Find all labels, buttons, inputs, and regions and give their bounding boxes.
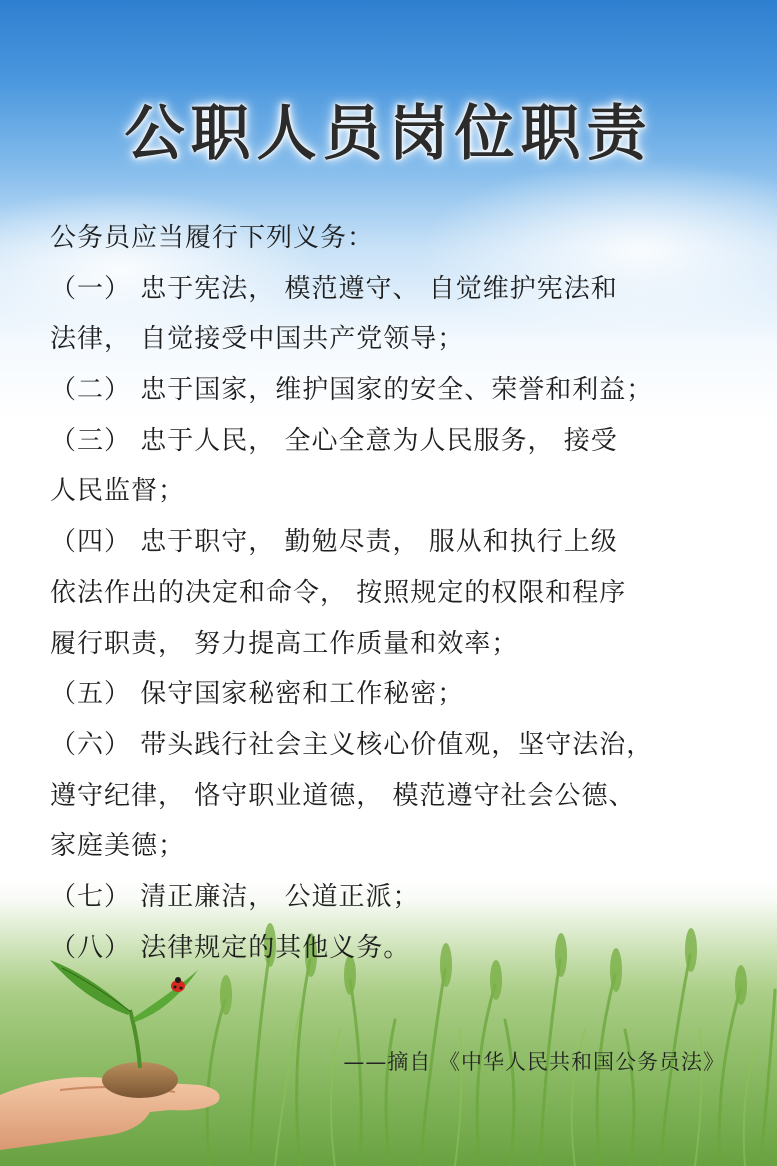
source-citation: ——摘自 《中华人民共和国公务员法》 xyxy=(343,1050,725,1074)
duty-line: （三） 忠于人民， 全心全意为人民服务， 接受 xyxy=(50,425,618,456)
duty-line: （一） 忠于宪法， 模范遵守、 自觉维护宪法和 xyxy=(50,273,618,304)
duty-line: 人民监督； xyxy=(50,476,186,507)
duties-list xyxy=(50,213,730,973)
intro-line: 公务员应当履行下列义务： xyxy=(50,223,375,253)
duty-line: 法律， 自觉接受中国共产党领导； xyxy=(50,324,465,355)
duty-line: 依法作出的决定和命令， 按照规定的权限和程序 xyxy=(50,577,627,608)
duty-line: （四） 忠于职守， 勤勉尽责， 服从和执行上级 xyxy=(50,527,618,558)
duty-line: 家庭美德； xyxy=(50,831,186,862)
duty-line: （六） 带头践行社会主义核心价值观，坚守法治， xyxy=(50,729,654,760)
page-title: 公职人员岗位职责 xyxy=(124,99,653,169)
duty-line: 遵守纪律， 恪守职业道德， 模范遵守社会公德、 xyxy=(50,780,636,811)
duty-line: （七） 清正廉洁， 公道正派； xyxy=(50,881,420,912)
duty-line: （二） 忠于国家，维护国家的安全、荣誉和利益； xyxy=(50,375,654,406)
duty-line: 履行职责， 努力提高工作质量和效率； xyxy=(50,628,519,659)
duty-line: （五） 保守国家秘密和工作秘密； xyxy=(50,679,465,710)
duty-line: （八） 法律规定的其他义务。 xyxy=(50,932,411,963)
